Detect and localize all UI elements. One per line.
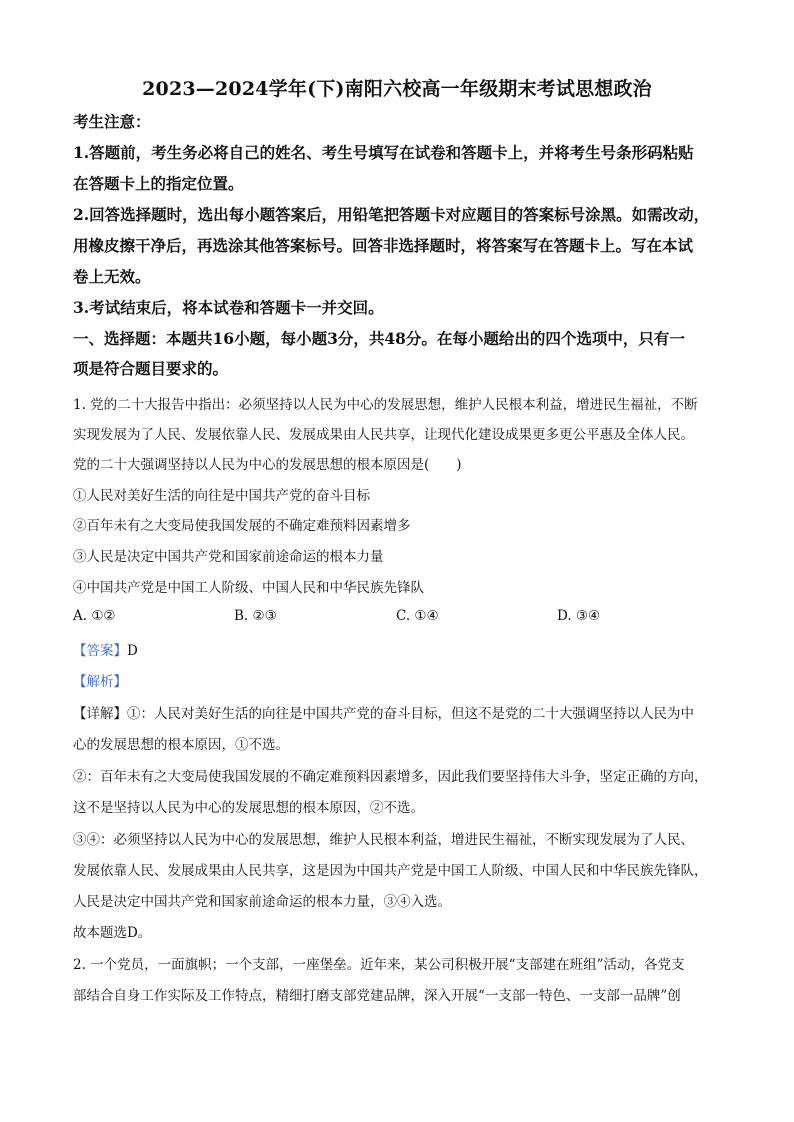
- q1-stem-line-1: 1. 党的二十大报告中指出：必须坚持以人民为中心的发展思想，维护人民根本利益，增进民生福祉，不断: [73, 397, 698, 413]
- q1-statement-1: ①人民对美好生活的向往是中国共产党的奋斗目标: [73, 488, 370, 504]
- q1-option-c: C. ①④: [396, 608, 439, 624]
- q2-stem-line-1: 2. 一个党员，一面旗帜；一个支部，一座堡垒。近年来，某公司积极开展“支部建在班组”活动，各党支: [73, 957, 685, 973]
- notice-item-2-line-2: 用橡皮擦干净后，再选涂其他答案标号。回答非选择题时，将答案写在答题卡上。写在本试: [73, 236, 694, 255]
- q1-answer: [73, 639, 138, 659]
- q1-option-d: D. ③④: [557, 608, 601, 624]
- section-heading-line-1: 一、选择题：本题共16小题，每小题3分，共48分。在每小题给出的四个选项中，只有一: [73, 329, 685, 348]
- q1-detail-1-line-2: 心的发展思想的根本原因，①不选。: [73, 737, 289, 753]
- q1-statement-4: ④中国共产党是中国工人阶级、中国人民和中华民族先锋队: [73, 580, 424, 596]
- q1-detail-3-line-2: 发展依靠人民、发展成果由人民共享，这是因为中国共产党是中国工人阶级、中国人民和中华民族先锋队，: [73, 863, 708, 879]
- notice-item-3: 3.考试结束后，将本试卷和答题卡一并交回。: [73, 298, 384, 317]
- answer-tag: 【答案】: [73, 643, 127, 659]
- notice-item-1-line-1: 1.答题前，考生务必将自己的姓名、考生号填写在试卷和答题卡上，并将考生号条形码粘贴: [73, 143, 694, 162]
- q1-option-b: B. ②③: [234, 608, 277, 624]
- q1-detail-1-line-1: [73, 702, 694, 722]
- q1-statement-2: ②百年未有之大变局使我国发展的不确定难预料因素增多: [73, 518, 411, 534]
- section-heading-line-2: 项是符合题目要求的。: [73, 359, 229, 378]
- answer-value: D: [127, 643, 138, 659]
- notice-item-2-line-1: 2.回答选择题时，选出每小题答案后，用铅笔把答题卡对应题目的答案标号涂黑。如需改动，: [73, 205, 710, 224]
- q1-detail-2-line-1: ②：百年未有之大变局使我国发展的不确定难预料因素增多，因此我们要坚持伟大斗争，坚定正确的方向，: [73, 769, 708, 785]
- notice-item-2-line-3: 卷上无效。: [73, 267, 151, 286]
- q1-detail-3-line-1: ③④：必须坚持以人民为中心的发展思想，维护人民根本利益，增进民生福祉，不断实现发展为了人民、: [73, 832, 694, 848]
- q1-detail-3-line-3: 人民是决定中国共产党和国家前途命运的根本力量，③④入选。: [73, 894, 451, 910]
- exam-title: 2023—2024学年(下)南阳六校高一年级期末考试思想政治: [142, 78, 652, 100]
- q1-stem-line-3: 党的二十大强调坚持以人民为中心的发展思想的根本原因是( ): [73, 457, 462, 473]
- q1-conclusion: 故本题选D。: [73, 925, 152, 941]
- analysis-tag: 【解析】: [73, 674, 127, 690]
- detail-1-text: ①：人民对美好生活的向往是中国共产党的奋斗目标，但这不是党的二十大强调坚持以人民为中: [127, 706, 694, 722]
- notice-heading: 考生注意：: [73, 112, 151, 131]
- detail-tag: 【详解】: [73, 706, 127, 722]
- q1-statement-3: ③人民是决定中国共产党和国家前途命运的根本力量: [73, 549, 384, 565]
- q1-stem-line-2: 实现发展为了人民、发展依靠人民、发展成果由人民共享，让现代化建设成果更多更公平惠及全体人民。: [73, 427, 694, 443]
- q1-detail-2-line-2: 这不是坚持以人民为中心的发展思想的根本原因，②不选。: [73, 800, 424, 816]
- notice-item-1-line-2: 在答题卡上的指定位置。: [73, 174, 244, 193]
- q2-stem-line-2: 部结合自身工作实际及工作特点，精细打磨支部党建品牌，深入开展“一支部一特色、一支部一品牌”创: [73, 988, 681, 1004]
- q1-option-a: A. ①②: [73, 608, 116, 624]
